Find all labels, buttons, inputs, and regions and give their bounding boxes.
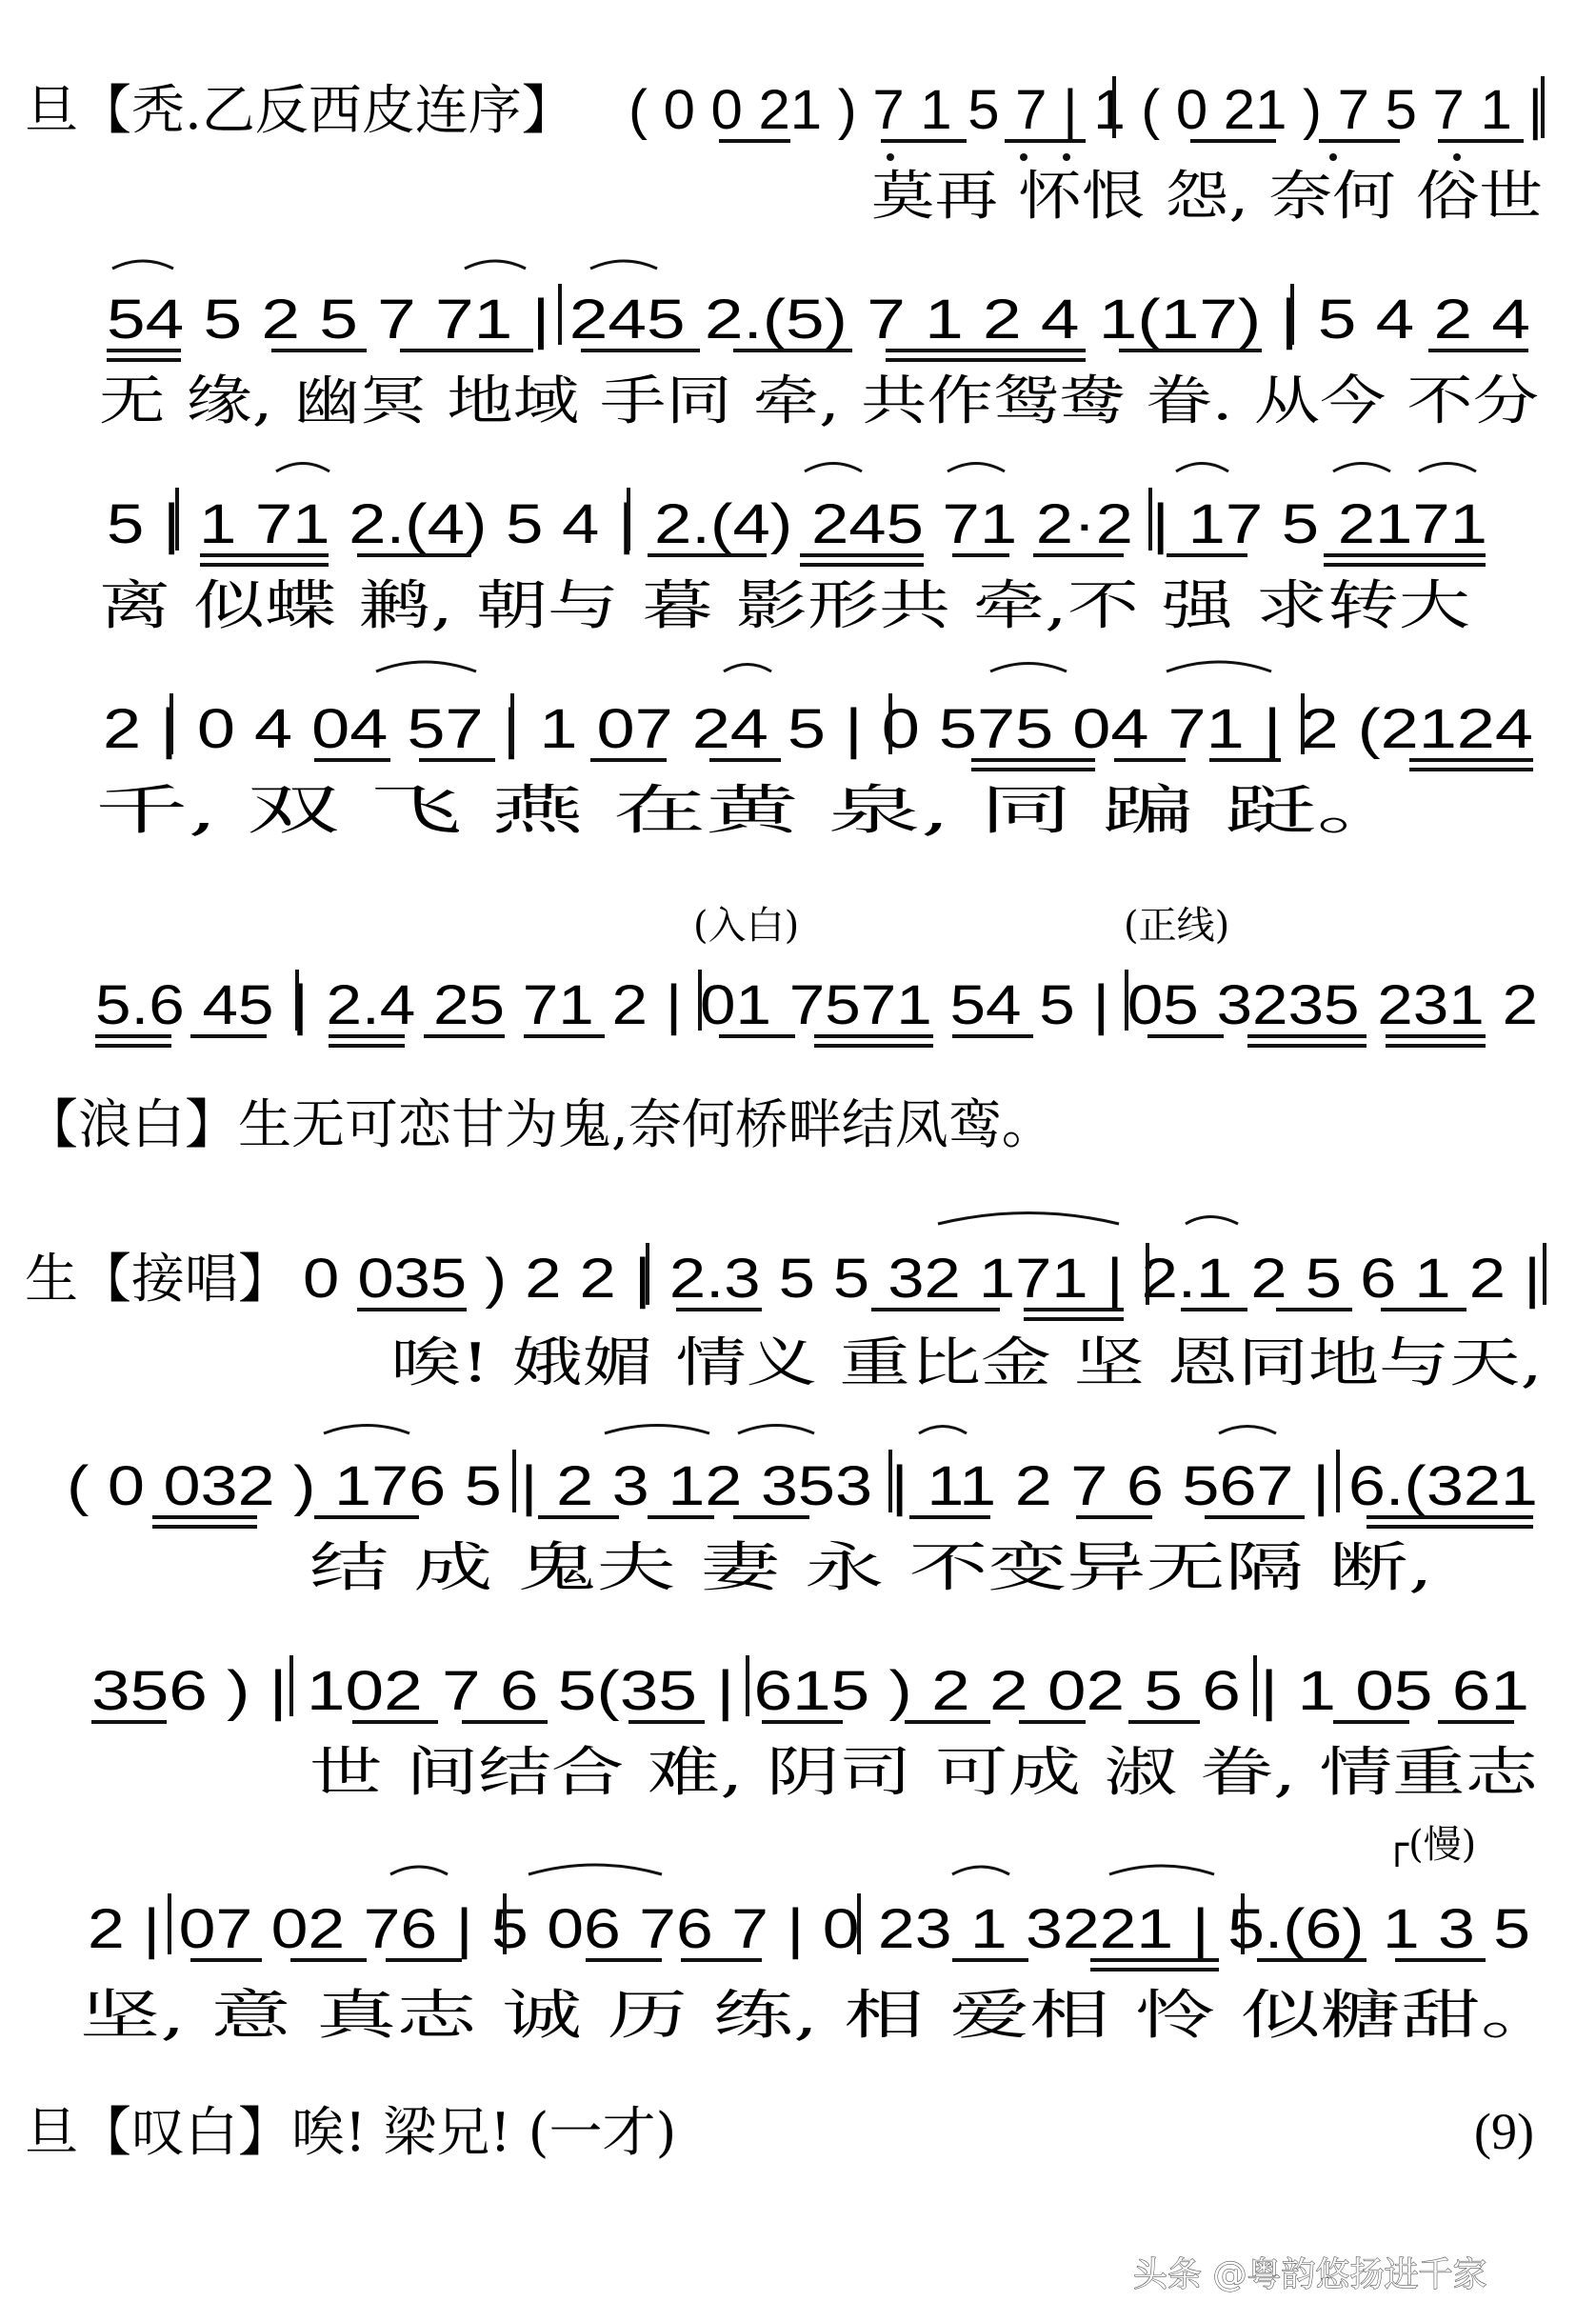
- system-2-slurs: [112, 261, 657, 269]
- system-3-notes: 5 | 1 71 2.(4) 5 4 | 2.(4) 245 71 2·2 | 17 5 2171: [107, 493, 1487, 555]
- system-6-header: 生【接唱】: [25, 1249, 291, 1311]
- watermark: 头条 @粤韵悠扬进千家: [1133, 2255, 1487, 2294]
- system-9-slurs: [390, 1865, 1214, 1874]
- system-1-octave-dots: [887, 153, 1461, 161]
- system-3-lyrics: 离 似蝶 鹣, 朝与 暮 影形共 牵,不 强 求转大: [99, 575, 1470, 637]
- system-6-notes: 0 035 ) 2 2 | 2.3 5 5 32 171 | 2.1 2 5 6 1 2 |: [303, 1248, 1541, 1310]
- system-4-notes: 2 | 0 4 04 57 | 1 07 24 5 | 0 575 04 71 | 2 (2124: [103, 698, 1533, 760]
- system-4-slurs: [376, 662, 1271, 671]
- system-7-lyrics: 结 成 鬼夫 妻 永 不变异无隔 断,: [309, 1537, 1433, 1599]
- system-8-notes: 356 ) | 102 7 6 5(35 | 615 ) 2 2 02 5 6 | 1 05 61: [91, 1660, 1529, 1722]
- system-7-underlines: [152, 1517, 1533, 1527]
- system-2-underlines: [107, 350, 1528, 360]
- system-3-underlines: [200, 555, 1486, 565]
- tan-bai-line: 旦【叹白】唉! 梁兄! (一才): [25, 2102, 677, 2164]
- system-7-notes: ( 0 032 ) 176 5 | 2 3 12 353 | 11 2 7 6 567 | 6.(321: [67, 1455, 1538, 1517]
- system-1-notes: ( 0 0 21 ) 7 1 5 7 | 1 ( 0 21 ) 7 5 7 1 |: [628, 79, 1543, 141]
- system-6-underlines: [357, 1310, 1466, 1319]
- system-7-slurs: [324, 1426, 1276, 1434]
- system-1-lyrics: 莫再 怀恨 怨, 奈何 俗世: [871, 166, 1543, 228]
- system-4-lyrics: 千, 双 飞 燕 在黄 泉, 同 蹁 跹。: [95, 780, 1409, 842]
- system-8-lyrics: 世 间结合 难, 阴司 可成 淑 眷, 情重志: [309, 1742, 1540, 1804]
- annotation-ru-bai: (入白): [693, 904, 800, 948]
- system-9-underlines: [190, 1960, 1486, 1970]
- system-9-notes: 2 | 07 02 76 | 5 06 76 7 | 0 23 1 3221 | 5.(6) 1 3 5: [88, 1898, 1530, 1960]
- system-2-notes: 54 5 2 5 7 71 | 245 2.(5) 7 1 2 4 1(17) | 5 4 2 4: [107, 289, 1530, 350]
- system-6-slurs: [938, 1213, 1238, 1225]
- annotation-zheng-xian: (正线): [1124, 904, 1230, 948]
- lang-bai-line: 【浪白】生无可恋甘为鬼,奈何桥畔结凤鸾。: [25, 1094, 1055, 1156]
- page-number: (9): [1474, 2103, 1534, 2160]
- system-9-lyrics: 坚, 意 真志 诚 历 练, 相 爱相 怜 似糖甜。: [80, 1985, 1561, 2047]
- annotation-man: ┌(慢): [1386, 1823, 1477, 1867]
- system-1-header: 旦【秃.乙反西皮连序】: [25, 80, 575, 142]
- system-2-lyrics: 无 缘, 幽冥 地域 手同 牵, 共作鸳鸯 眷. 从今 不分: [99, 370, 1539, 432]
- system-6-lyrics: 唉! 娥媚 情义 重比金 坚 恩同地与天,: [390, 1332, 1543, 1394]
- system-5-notes: 5.6 45 | 2.4 25 71 2 | 01 7571 54 5 | 05 3235 231 2: [95, 974, 1538, 1036]
- system-3-slurs: [276, 464, 1476, 472]
- system-5-underlines: [95, 1036, 1486, 1046]
- system-4-underlines: [314, 760, 1533, 770]
